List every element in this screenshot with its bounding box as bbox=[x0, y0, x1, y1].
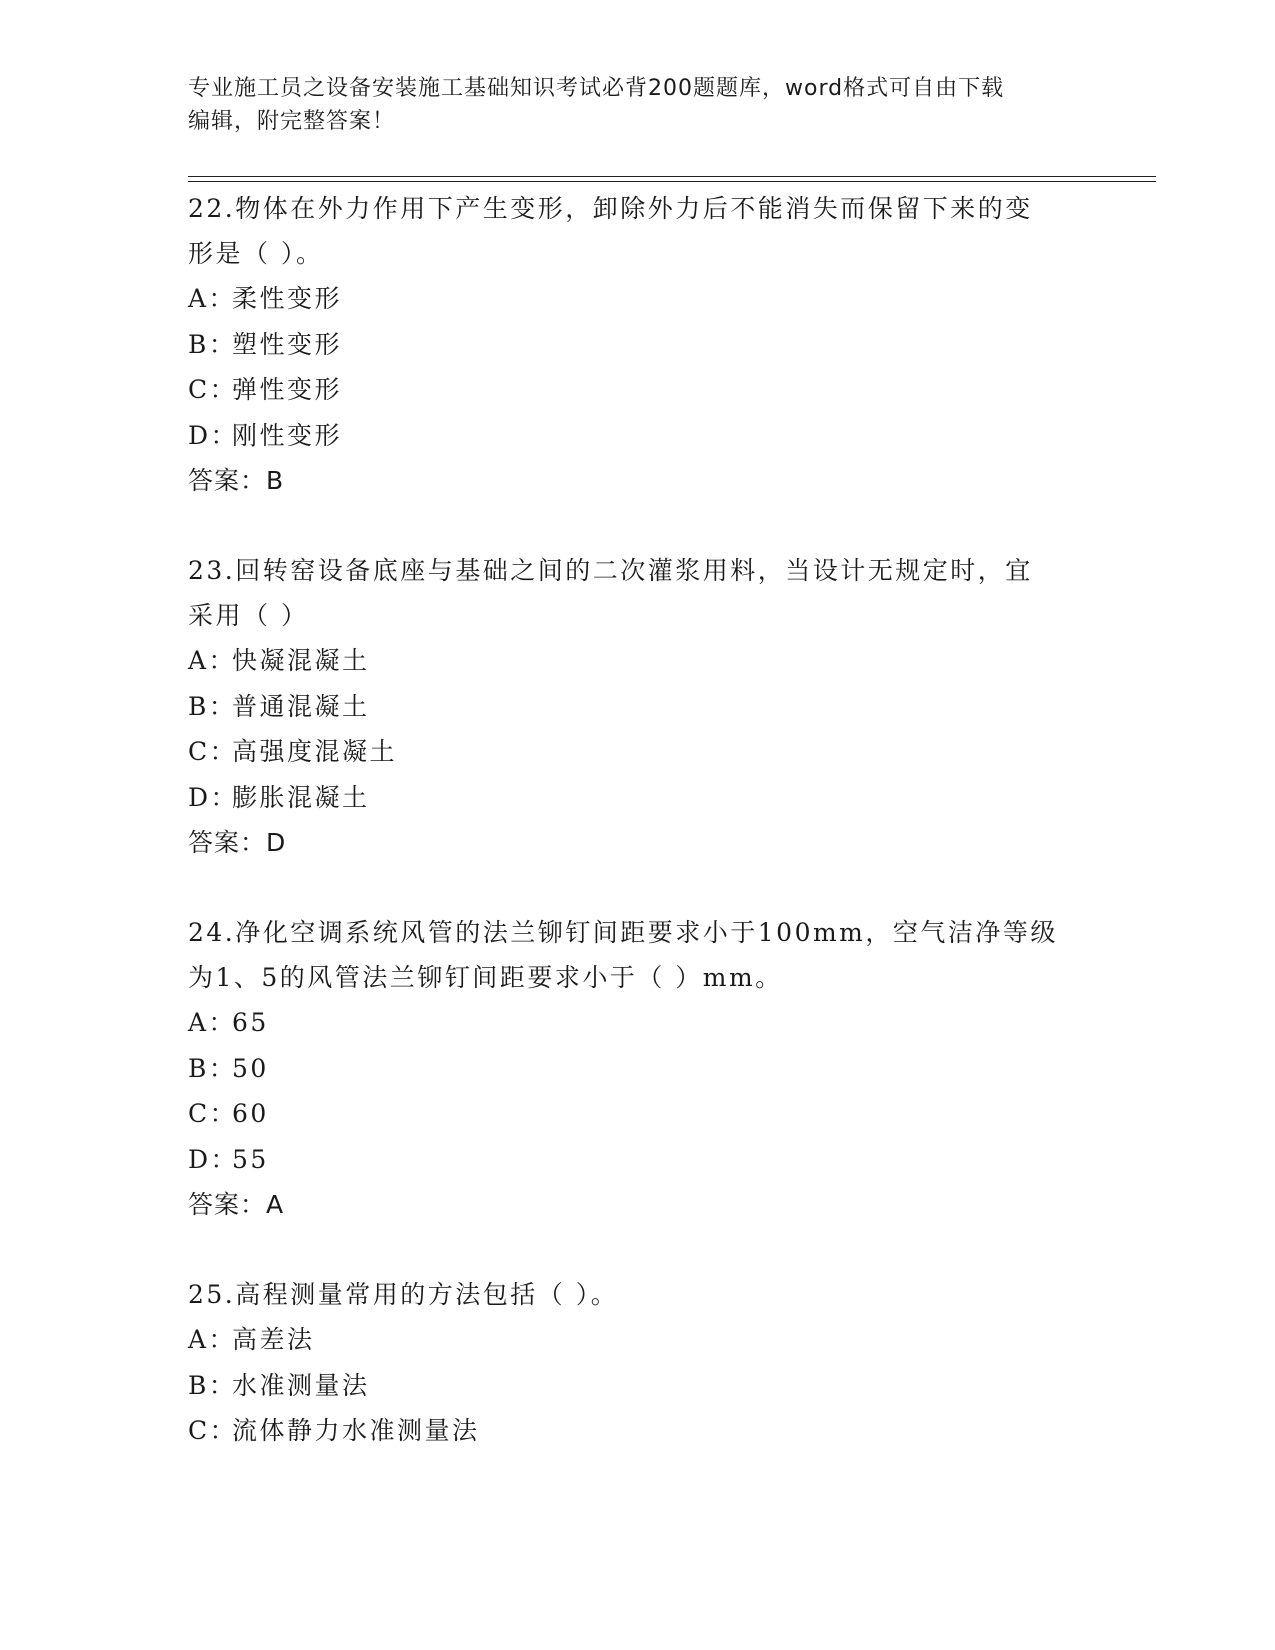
option-a bbox=[188, 276, 1088, 322]
option-key: D： bbox=[188, 1144, 239, 1174]
option-text: 快凝混凝土 bbox=[232, 646, 370, 675]
question-stem-line-1: 25.高程测量常用的方法包括（ ）。 bbox=[188, 1280, 619, 1309]
answer-line: 答案：B bbox=[188, 466, 285, 495]
option-text: 刚性变形 bbox=[232, 420, 343, 450]
question-23 bbox=[188, 548, 1088, 865]
option-d bbox=[188, 775, 1088, 821]
option-text: 高强度混凝土 bbox=[232, 737, 398, 766]
question-spacer bbox=[188, 1227, 1088, 1272]
question-list bbox=[188, 186, 1088, 1454]
option-key: D： bbox=[188, 782, 239, 812]
option-text: 流体静力水准测量法 bbox=[232, 1416, 480, 1445]
option-text: 50 bbox=[232, 1053, 269, 1083]
option-a bbox=[188, 1000, 1088, 1046]
option-text: 柔性变形 bbox=[232, 284, 343, 313]
option-key: B： bbox=[188, 1370, 237, 1400]
option-b bbox=[188, 684, 1088, 730]
option-a bbox=[188, 1317, 1088, 1363]
option-text: 膨胀混凝土 bbox=[232, 782, 370, 812]
option-b bbox=[188, 322, 1088, 368]
option-d bbox=[188, 1137, 1088, 1183]
question-stem-line-1: 23.回转窑设备底座与基础之间的二次灌浆用料，当设计无规定时，宜 bbox=[188, 556, 1033, 585]
option-c bbox=[188, 1091, 1088, 1137]
question-25 bbox=[188, 1272, 1088, 1454]
header-title-line-1: 专业施工员之设备安装施工基础知识考试必背200题题库，word格式可自由下载 bbox=[188, 76, 1005, 101]
question-stem bbox=[188, 548, 1088, 638]
option-c bbox=[188, 367, 1088, 413]
option-key: B： bbox=[188, 1053, 237, 1083]
header-divider-bottom bbox=[188, 181, 1156, 182]
option-text: 塑性变形 bbox=[232, 329, 343, 359]
header-divider-top bbox=[188, 176, 1156, 177]
option-key: A： bbox=[188, 1325, 237, 1354]
question-stem-line-2: 采用（ ） bbox=[188, 601, 309, 630]
question-stem bbox=[188, 186, 1088, 276]
header-title-line-2: 编辑，附完整答案！ bbox=[188, 109, 396, 134]
option-text: 水准测量法 bbox=[232, 1370, 370, 1400]
question-stem-line-1: 24.净化空调系统风管的法兰铆钉间距要求小于100mm，空气洁净等级 bbox=[188, 918, 1058, 947]
option-key: C： bbox=[188, 375, 238, 404]
option-key: D： bbox=[188, 420, 239, 450]
option-key: B： bbox=[188, 329, 237, 359]
question-24 bbox=[188, 910, 1088, 1227]
question-stem-line-1: 22.物体在外力作用下产生变形，卸除外力后不能消失而保留下来的变 bbox=[188, 194, 1033, 223]
option-a bbox=[188, 638, 1088, 684]
option-key: C： bbox=[188, 737, 238, 766]
option-key: A： bbox=[188, 1008, 237, 1037]
question-stem-line-2: 为1、5的风管法兰铆钉间距要求小于（ ）mm。 bbox=[188, 963, 783, 992]
option-key: B： bbox=[188, 691, 237, 721]
option-c bbox=[188, 1408, 1088, 1454]
option-text: 高差法 bbox=[232, 1325, 315, 1354]
question-spacer bbox=[188, 503, 1088, 548]
answer-line: 答案：D bbox=[188, 828, 287, 857]
option-text: 60 bbox=[232, 1099, 269, 1128]
option-c bbox=[188, 729, 1088, 775]
question-spacer bbox=[188, 865, 1088, 910]
option-text: 普通混凝土 bbox=[232, 691, 370, 721]
question-stem bbox=[188, 910, 1088, 1000]
option-text: 65 bbox=[232, 1008, 269, 1037]
option-key: C： bbox=[188, 1416, 238, 1445]
option-key: C： bbox=[188, 1099, 238, 1128]
option-d bbox=[188, 413, 1088, 459]
document-header bbox=[188, 72, 1088, 138]
option-b bbox=[188, 1363, 1088, 1409]
question-stem-line-2: 形是（ ）。 bbox=[188, 239, 324, 268]
question-stem bbox=[188, 1272, 1088, 1317]
option-key: A： bbox=[188, 284, 237, 313]
answer-line: 答案：A bbox=[188, 1190, 285, 1219]
option-key: A： bbox=[188, 646, 237, 675]
option-b bbox=[188, 1046, 1088, 1092]
option-text: 55 bbox=[232, 1144, 269, 1174]
question-22 bbox=[188, 186, 1088, 503]
option-text: 弹性变形 bbox=[232, 375, 343, 404]
